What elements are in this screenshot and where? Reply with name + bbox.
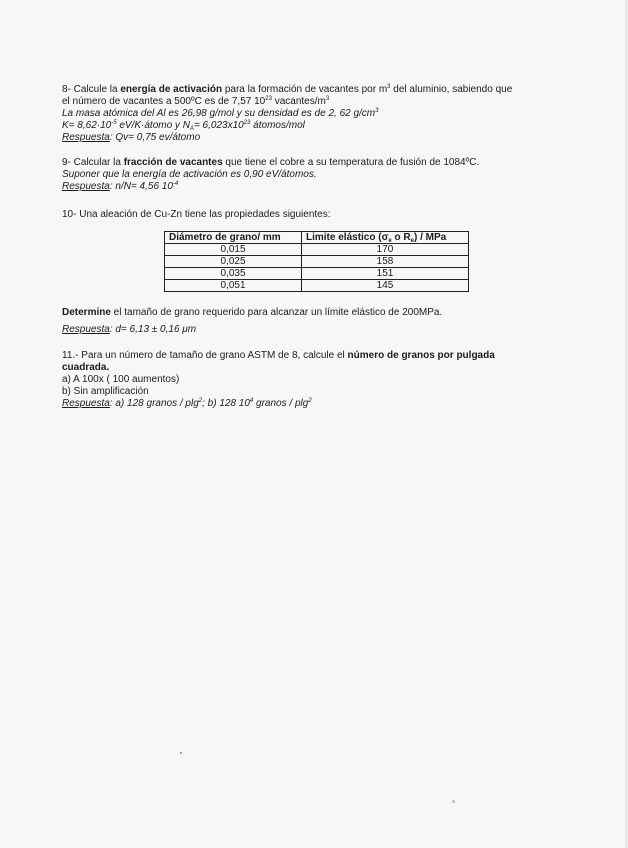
answer-label: Respuesta [62,398,110,409]
problem-11 [62,350,567,410]
text: el tamaño de grano requerido para alcanzar un límite elástico de 200MPa. [110,307,443,318]
problem-11-option-b: b) Sin amplificación [62,386,149,397]
problem-10-intro: 10- Una aleación de Cu-Zn tiene las propiedades siguientes: [62,209,331,220]
problem-8-answer [62,132,567,144]
text: o R [391,232,411,243]
text: ) / MPa [414,232,447,243]
grain-size-table [164,231,469,292]
answer-label: Respuesta [62,132,110,143]
answer-label: Respuesta [62,181,110,192]
text: La masa atómica del Al es 26,98 g/mol y su densidad es de 2, 62 g/cm [62,108,376,119]
table-cell: 151 [302,268,469,280]
problem-9-answer [62,181,567,193]
problem-8-line-1 [62,84,567,96]
table-row [165,268,469,280]
table-cell: 0,051 [165,280,302,292]
problem-8-line-4 [62,120,567,132]
superscript: 2 [308,398,312,404]
answer-value: ; b) 128 10 [202,398,250,409]
table-cell: 0,035 [165,268,302,280]
superscript: 3 [387,84,391,90]
answer-value: : d= 6,13 ± 0,16 μm [109,324,197,335]
problem-10 [62,209,567,221]
problem-8-line-3 [62,108,567,120]
scan-speck [180,752,182,754]
problem-9 [62,157,567,193]
problem-11-line-1 [62,350,567,362]
answer-value: granos / plg [253,398,309,409]
superscript: -5 [111,120,117,126]
bold-term: fracción de vacantes [123,157,223,168]
text: que tiene el cobre a su temperatura de fusión de 1084ºC. [222,157,480,168]
text: 9- Calcular la [62,157,124,168]
table-cell: 158 [302,256,469,268]
answer-value: : Qv= 0,75 ev/átomo [109,132,201,143]
problem-10-answer [62,324,567,336]
table-row [165,280,469,292]
subscript: e [410,238,414,244]
text: para la formación de vacantes por m [222,84,388,95]
answer-value: : n/N= 4,56 10 [109,181,173,192]
superscript: 3 [325,96,330,102]
problem-8 [62,84,567,144]
text: Limite elástico (σ [306,232,389,243]
subscript: e [388,238,392,244]
table-header-row [165,232,469,244]
column-header-yield-strength [302,232,469,244]
superscript: 23 [265,96,272,102]
text: vacantes/m [271,96,326,107]
superscript: 3 [375,108,379,114]
problem-11-option-a: a) A 100x ( 100 aumentos) [62,374,180,385]
subscript: A [189,126,194,132]
scan-speck [452,800,455,803]
text: eV/K·átomo y N [116,120,190,131]
problem-11-line-2: cuadrada. [62,362,110,373]
problem-10-question [62,307,567,336]
answer-label: Respuesta [62,324,110,335]
bold-term: energía de activación [120,84,223,95]
table-row [165,256,469,268]
text: K= 8,62·10 [62,120,112,131]
problem-8-line-2 [62,96,567,108]
table-cell: 0,025 [165,256,302,268]
table-row [165,244,469,256]
answer-value: : a) 128 granos / plg [109,398,199,409]
text: 11.- Para un número de tamaño de grano ASTM de 8, calcule el [62,350,348,361]
problem-11-answer [62,398,567,410]
text: átomos/mol [250,120,305,131]
text: 8- Calcule la [62,84,121,95]
superscript: 4 [249,398,254,404]
column-header-grain-diameter: Diámetro de grano/ mm [165,232,302,244]
table-cell: 170 [302,244,469,256]
text: = 6,023x10 [193,120,244,131]
text: del aluminio, sabiendo que [390,84,513,95]
superscript: 23 [243,120,251,126]
problem-10-question-line [62,307,567,319]
superscript: -4 [172,181,179,187]
bold-term: Determine [62,307,111,318]
table-cell: 0,015 [165,244,302,256]
bold-term: número de granos por pulgada [347,350,495,361]
problem-9-line-1 [62,157,567,169]
text: el número de vacantes a 500ºC es de 7,57 10 [62,96,266,107]
problem-9-line-2: Suponer que la energía de activación es 0,90 eV/átomos. [62,169,317,180]
table-cell: 145 [302,280,469,292]
superscript: 2 [198,398,203,404]
